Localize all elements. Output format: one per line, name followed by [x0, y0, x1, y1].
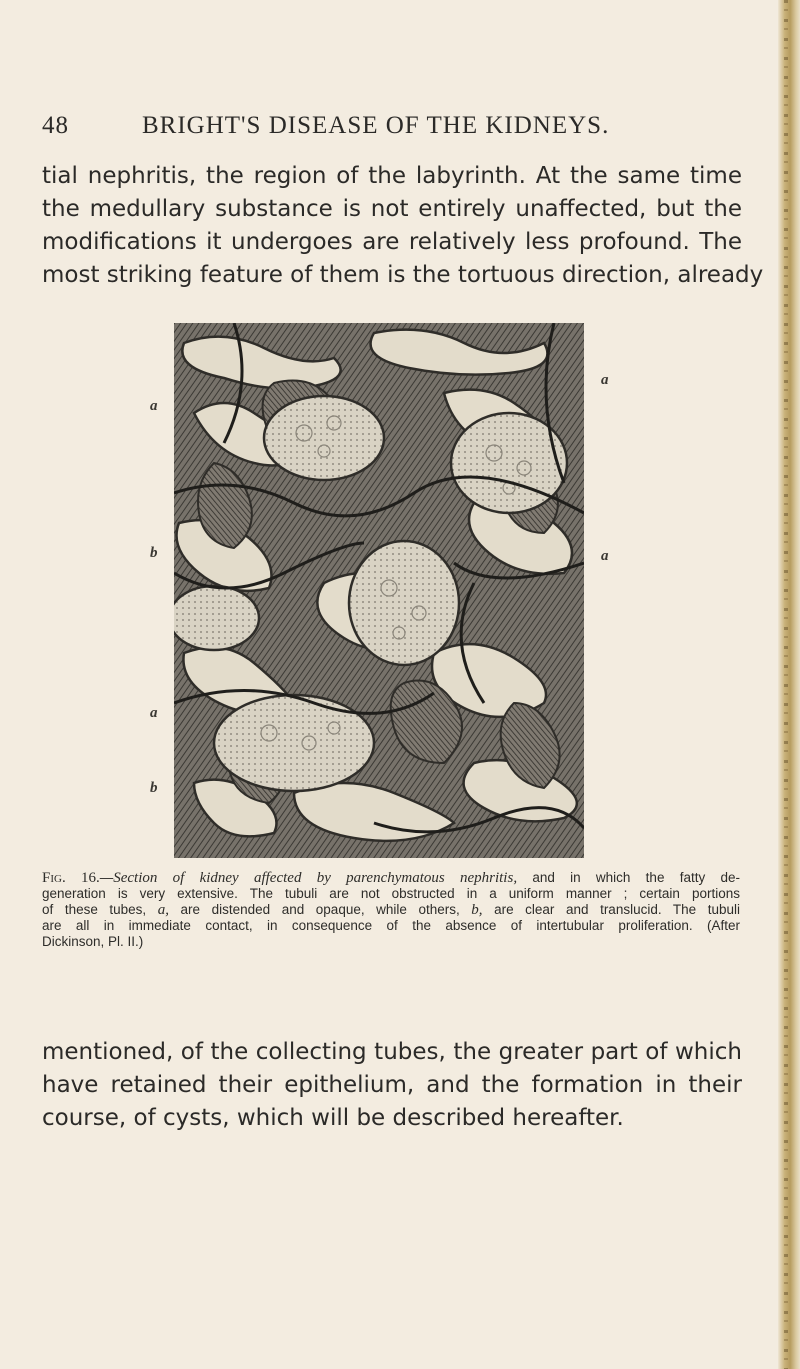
page-edge-binding — [778, 0, 800, 1369]
running-title: BRIGHT'S DISEASE OF THE KIDNEYS. — [142, 112, 610, 139]
figure-label-b: b — [150, 545, 158, 561]
caption-line: generation is very extensive. The tubuli are not obstructed in a uniform manner ; certain portions — [42, 886, 740, 901]
text-line: most striking feature of them is the tortuous direction, already — [42, 262, 764, 288]
figure-caption — [42, 870, 740, 950]
page-number: 48 — [42, 112, 69, 139]
text-line: modifications it undergoes are relatively less profound. The — [42, 229, 742, 255]
text-line: mentioned, of the collecting tubes, the greater part of which — [42, 1039, 742, 1065]
paragraph-bottom — [42, 1036, 742, 1135]
text-line: tial nephritis, the region of the labyrinth. At the same time — [42, 163, 742, 189]
figure-label-a: a — [150, 705, 158, 721]
caption-line: are all in immediate contact, in consequence of the absence of intertubular proliferation. (After — [42, 918, 740, 933]
text-line: have retained their epithelium, and the formation in their — [42, 1072, 742, 1098]
kidney-section-engraving — [174, 323, 584, 858]
figure-number: Fig. 16. — [42, 870, 100, 886]
text-line: the medullary substance is not entirely unaffected, but the — [42, 196, 742, 222]
paragraph-top — [42, 160, 764, 292]
figure-label-a: a — [601, 548, 609, 564]
figure-title: Section of kidney affected by parenchymatous nephritis, — [113, 870, 518, 886]
figure-label-b: b — [150, 780, 158, 796]
figure-label-a: a — [601, 372, 609, 388]
caption-line: Fig. 16.—Section of kidney affected by parenchymatous nephritis, and in which the fatty de- — [42, 870, 740, 886]
caption-line: of these tubes, a, are distended and opaque, while others, b, are clear and translucid. The tubuli — [42, 902, 740, 918]
text-line: course, of cysts, which will be described hereafter. — [42, 1105, 624, 1131]
figure-label-a: a — [150, 398, 158, 414]
caption-line: Dickinson, Pl. II.) — [42, 934, 144, 949]
running-head — [42, 112, 732, 148]
